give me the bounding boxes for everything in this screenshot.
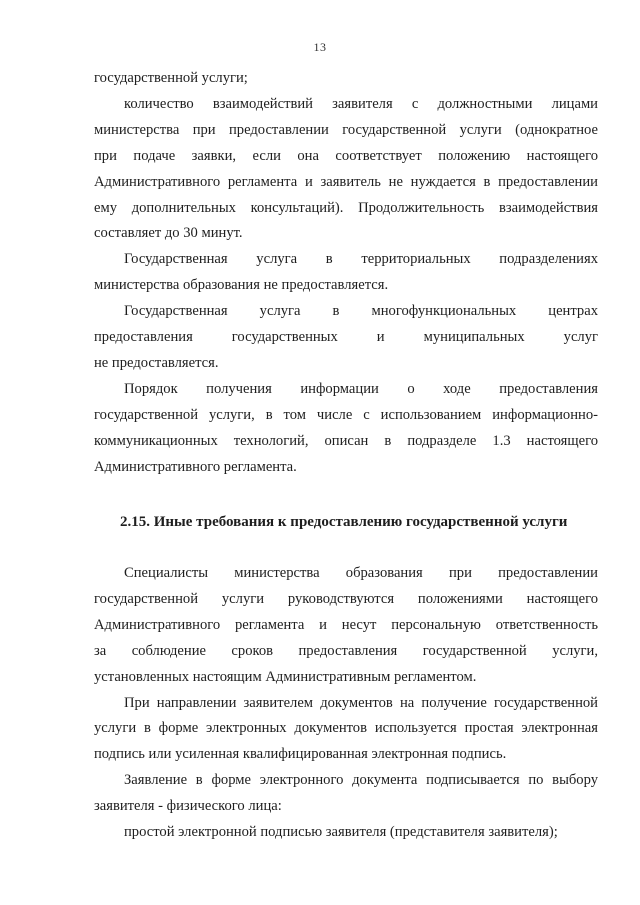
text-block-lower: [94, 561, 598, 846]
paragraph-line: простой электронной подписью заявителя (представителя заявителя);: [124, 824, 558, 841]
text-block-upper: [94, 66, 598, 481]
paragraph-line: за соблюдение сроков предоставления государственной услуги,: [94, 642, 598, 659]
text-line: государственной услуги;: [94, 70, 248, 86]
paragraph-line: При направлении заявителем документов на получение государственной: [124, 694, 598, 711]
paragraph-line: ему дополнительных консультаций). Продолжительность взаимодействия: [94, 199, 598, 216]
section-heading: 2.15. Иные требования к предоставлению государственной услуги: [120, 514, 568, 530]
paragraph-line: Административного регламента и заявитель не нуждается в предоставлении: [94, 173, 598, 190]
paragraph-line: заявителя - физического лица:: [94, 798, 282, 815]
paragraph-line: предоставления государственных и муниципальных услуг: [94, 329, 598, 346]
paragraph-line: услуги в форме электронных документов используется простая электронная: [94, 720, 598, 737]
paragraph-line: коммуникационных технологий, описан в подразделе 1.3 настоящего: [94, 432, 598, 449]
page-number: 13: [313, 40, 327, 54]
paragraph-line: государственной услуги, в том числе с использованием информационно-: [94, 406, 598, 423]
paragraph-line: при подаче заявки, если она соответствует положению настоящего: [94, 147, 598, 164]
paragraph-line: установленных настоящим Административным регламентом.: [94, 668, 477, 685]
paragraph-line: Административного регламента.: [94, 458, 297, 475]
paragraph-line: Заявление в форме электронного документа подписывается по выбору: [124, 772, 598, 789]
paragraph-line: министерства образования не предоставляется.: [94, 277, 389, 294]
paragraph-line: Порядок получения информации о ходе предоставления: [124, 380, 598, 397]
paragraph-line: министерства при предоставлении государственной услуги (однократное: [94, 121, 598, 138]
paragraph-line: подпись или усиленная квалифицированная электронная подпись.: [94, 746, 507, 763]
paragraph-line: Государственная услуга в многофункциональных центрах: [124, 303, 598, 320]
paragraph-line: не предоставляется.: [94, 354, 219, 371]
paragraph-line: составляет до 30 минут.: [94, 225, 243, 242]
paragraph-line: Государственная услуга в территориальных подразделениях: [124, 251, 598, 268]
paragraph-line: государственной услуги руководствуются положениями настоящего: [94, 590, 598, 607]
paragraph-line: Специалисты министерства образования при предоставлении: [124, 565, 598, 581]
paragraph-line: Административного регламента и несут персональную ответственность: [94, 616, 598, 633]
paragraph-line: количество взаимодействий заявителя с должностными лицами: [124, 95, 598, 112]
